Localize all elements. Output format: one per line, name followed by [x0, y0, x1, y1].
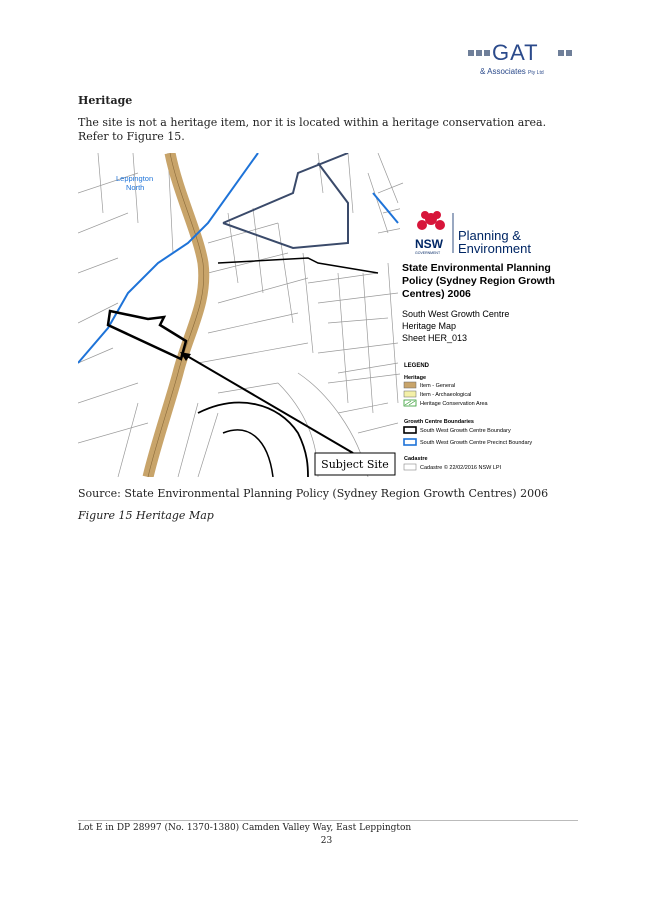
map-title-line3: Centres) 2006: [402, 288, 471, 300]
legend-label-precinct-boundary: South West Growth Centre Precinct Boundary: [420, 440, 533, 446]
legend-swatch-item-general: [404, 382, 416, 388]
legend-swatch-growth-boundary: [404, 427, 416, 433]
section-heading: Heritage: [78, 94, 133, 107]
logo-suffix: Pty Ltd: [528, 70, 544, 76]
dept-line1: Planning &: [458, 228, 521, 243]
growth-centre-boundary-arc-inner: [223, 430, 273, 477]
legend-swatch-item-archaeological: [404, 391, 416, 397]
precinct-boundary: [78, 153, 258, 363]
growth-centre-boundary-line: [218, 258, 378, 273]
legend-swatch-cadastre: [404, 464, 416, 470]
logo-subtitle-text: & Associates: [480, 67, 526, 76]
footer-divider: [78, 820, 578, 821]
map-title-line1: State Environmental Planning: [402, 262, 551, 274]
legend-boundaries-heading: Growth Centre Boundaries: [404, 419, 474, 425]
growth-centre-boundary: [223, 153, 348, 248]
map-subtitle-line2: Heritage Map: [402, 321, 457, 331]
figure-caption: Figure 15 Heritage Map: [78, 509, 214, 522]
map-subtitle-line3: Sheet HER_013: [402, 333, 468, 343]
company-logo: [468, 40, 578, 80]
legend-label-item-archaeological: Item - Archaeological: [420, 392, 472, 398]
legend-swatch-precinct-boundary: [404, 439, 416, 445]
figure-source: Source: State Environmental Planning Policy (Sydney Region Growth Centres) 2006: [78, 487, 549, 500]
page-number: 23: [320, 836, 333, 846]
legend-label-item-general: Item - General: [420, 383, 456, 389]
legend-cadastre-heading: Cadastre: [404, 456, 428, 462]
precinct-boundary-east: [373, 193, 398, 223]
subject-site-outline: [108, 311, 186, 359]
callout-arrow: [182, 353, 353, 453]
legend-label-conservation-area: Heritage Conservation Area: [420, 401, 488, 407]
legend-heritage-heading: Heritage: [404, 375, 427, 381]
legend-label-growth-boundary: South West Growth Centre Boundary: [420, 428, 511, 434]
heritage-map-graphic: [78, 153, 578, 477]
nsw-government-label: GOVERNMENT: [415, 251, 441, 255]
place-label-line1: Leppington: [116, 174, 154, 183]
growth-centre-boundary-arc: [198, 403, 308, 477]
legend-title: LEGEND: [404, 363, 430, 369]
heritage-map: [78, 153, 578, 477]
nsw-wordmark: NSW: [415, 237, 443, 251]
dept-line2: Environment: [458, 241, 531, 256]
legend-swatch-conservation-area: [404, 400, 416, 406]
logo-subtitle: [480, 67, 544, 76]
legend-label-cadastre: Cadastre © 22/02/2016 NSW LPI: [420, 465, 502, 471]
map-title-line2: Policy (Sydney Region Growth: [402, 275, 555, 287]
logo-name: GAT: [492, 40, 539, 65]
callout-label: Subject Site: [321, 458, 389, 471]
footer-text: Lot E in DP 28997 (No. 1370-1380) Camden Valley Way, East Leppington: [78, 823, 412, 833]
road-corridor: [148, 153, 204, 477]
section-paragraph: The site is not a heritage item, nor it is located within a heritage conservation area. Refer to Figure 15.: [78, 116, 547, 143]
map-subtitle-line1: South West Growth Centre: [402, 309, 510, 319]
place-label-line2: North: [126, 183, 145, 192]
